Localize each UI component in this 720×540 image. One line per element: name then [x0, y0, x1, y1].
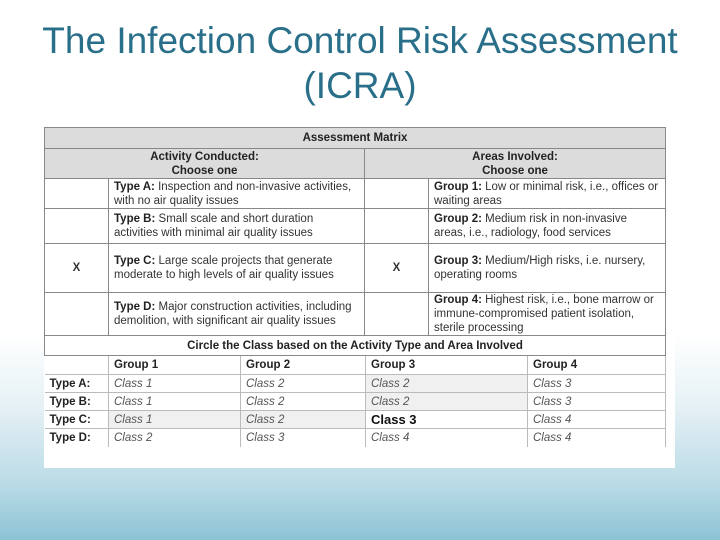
class-cell[interactable]: Class 4 — [528, 411, 666, 429]
group-header: Group 2 — [241, 356, 366, 375]
group-header: Group 3 — [366, 356, 528, 375]
matrix-row — [45, 244, 666, 293]
matrix-row — [45, 293, 666, 336]
class-cell[interactable]: Class 2 — [241, 393, 366, 411]
group-header: Group 1 — [109, 356, 241, 375]
class-table — [44, 335, 666, 447]
row-label: Type D: — [45, 429, 109, 447]
row-label: Type C: — [45, 411, 109, 429]
activity-option: Type D: Major construction activities, including demolition, with significant air quality issues — [109, 293, 365, 336]
class-cell[interactable]: Class 3 — [528, 393, 666, 411]
activity-mark[interactable] — [45, 293, 109, 336]
area-mark[interactable] — [365, 209, 429, 244]
area-option: Group 4: Highest risk, i.e., bone marrow or immune-compromised patient isolation, sterile processing — [429, 293, 666, 336]
class-cell[interactable]: Class 2 — [241, 411, 366, 429]
group-header: Group 4 — [528, 356, 666, 375]
class-cell[interactable]: Class 1 — [109, 375, 241, 393]
activity-option: Type A: Inspection and non-invasive activities, with no air quality issues — [109, 179, 365, 209]
activity-mark[interactable]: X — [45, 244, 109, 293]
class-row — [45, 393, 666, 411]
class-cell[interactable]: Class 2 — [366, 375, 528, 393]
activity-header: Activity Conducted: Choose one — [45, 149, 365, 179]
class-cell[interactable]: Class 4 — [528, 429, 666, 447]
class-cell[interactable]: Class 3 — [241, 429, 366, 447]
row-label: Type B: — [45, 393, 109, 411]
class-row — [45, 375, 666, 393]
row-label: Type A: — [45, 375, 109, 393]
assessment-matrix-table — [44, 127, 666, 336]
slide-title: The Infection Control Risk Assessment (ICRA) — [42, 20, 678, 106]
class-cell[interactable]: Class 4 — [366, 429, 528, 447]
class-cell-selected[interactable]: Class 3 — [366, 411, 528, 429]
area-mark[interactable]: X — [365, 244, 429, 293]
class-cell[interactable]: Class 1 — [109, 393, 241, 411]
matrix-heading: Assessment Matrix — [45, 128, 666, 149]
class-cell[interactable]: Class 3 — [528, 375, 666, 393]
class-cell[interactable]: Class 2 — [366, 393, 528, 411]
area-mark[interactable] — [365, 293, 429, 336]
matrix-row — [45, 179, 666, 209]
activity-mark[interactable] — [45, 209, 109, 244]
area-option: Group 1: Low or minimal risk, i.e., offices or waiting areas — [429, 179, 666, 209]
class-row — [45, 429, 666, 447]
activity-mark[interactable] — [45, 179, 109, 209]
assessment-matrix-image — [44, 127, 675, 468]
matrix-row — [45, 209, 666, 244]
class-row — [45, 411, 666, 429]
class-cell[interactable]: Class 2 — [109, 429, 241, 447]
class-cell[interactable]: Class 2 — [241, 375, 366, 393]
class-cell[interactable]: Class 1 — [109, 411, 241, 429]
areas-header: Areas Involved: Choose one — [365, 149, 666, 179]
activity-option: Type B: Small scale and short duration activities with minimal air quality issues — [109, 209, 365, 244]
activity-option: Type C: Large scale projects that generate moderate to high levels of air quality issues — [109, 244, 365, 293]
area-option: Group 2: Medium risk in non-invasive areas, i.e., radiology, food services — [429, 209, 666, 244]
area-mark[interactable] — [365, 179, 429, 209]
class-heading: Circle the Class based on the Activity Type and Area Involved — [45, 336, 666, 356]
area-option: Group 3: Medium/High risks, i.e. nursery, operating rooms — [429, 244, 666, 293]
